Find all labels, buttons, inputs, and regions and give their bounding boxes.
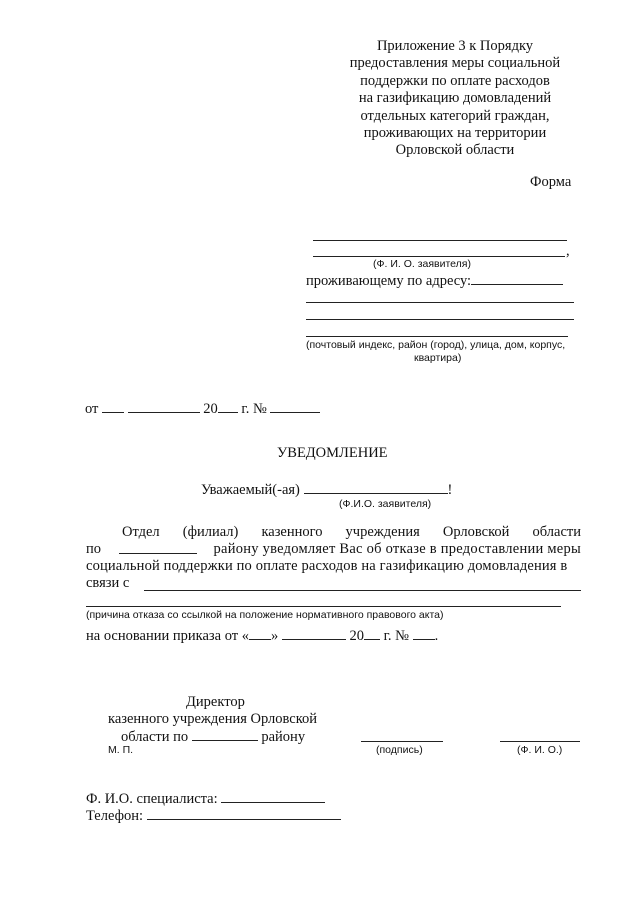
page-title: УВЕДОМЛЕНИЕ — [277, 445, 388, 461]
body-word: Орловской — [442, 524, 510, 540]
form-label: Форма — [530, 174, 572, 190]
basis-year-field[interactable] — [364, 627, 380, 640]
director-fio-caption: (Ф. И. О.) — [517, 744, 563, 756]
body-word: казенного — [261, 524, 323, 540]
salutation-caption: (Ф.И.О. заявителя) — [339, 498, 432, 510]
body-word: Отдел — [122, 524, 160, 540]
address-label-text: проживающему по адресу: — [306, 273, 472, 289]
address-caption-1: (почтовый индекс, район (город), улица, дом, корпус, — [306, 339, 566, 351]
date-year-field[interactable] — [218, 400, 238, 413]
phone-label: Телефон: — [86, 808, 144, 824]
date-line — [85, 400, 320, 418]
district-field[interactable] — [119, 541, 197, 554]
address-line-3[interactable] — [306, 319, 574, 320]
signature-field[interactable] — [361, 741, 443, 742]
body-po: по — [86, 541, 102, 557]
stamp-label: М. П. — [108, 744, 134, 756]
date-day-field[interactable] — [102, 400, 124, 413]
basis-number-label: г. № — [383, 628, 409, 644]
address-caption-2: квартира) — [414, 352, 462, 364]
date-year-prefix: 20 — [203, 401, 218, 417]
appendix-line: на газификацию домовладений — [358, 90, 552, 107]
basis-day-field[interactable] — [249, 627, 271, 640]
address-label — [306, 272, 563, 290]
appendix-line: поддержки по оплате расходов — [360, 72, 550, 89]
phone-line — [86, 807, 341, 825]
date-month-field[interactable] — [128, 400, 200, 413]
basis-line — [86, 627, 438, 645]
body-line-4-text: связи с — [86, 575, 130, 591]
body-line-2-text: району уведомляет Вас об отказе в предоставлении меры — [213, 541, 581, 557]
director-title: Директор — [186, 694, 245, 710]
applicant-fio-caption: (Ф. И. О. заявителя) — [373, 258, 471, 270]
specialist-line — [86, 790, 325, 808]
basis-quote-close: » — [270, 628, 279, 644]
body-line-2 — [86, 541, 581, 558]
director-region-prefix: области по — [121, 729, 189, 745]
appendix-line: проживающих на территории — [363, 125, 547, 142]
salutation — [201, 481, 452, 499]
salutation-text: Уважаемый(-ая) — [201, 482, 300, 498]
basis-end: . — [434, 628, 439, 644]
reason-field-2[interactable] — [86, 606, 561, 607]
appendix-line: отдельных категорий граждан, — [360, 107, 550, 124]
body-line-4 — [86, 575, 129, 592]
applicant-comma: , — [566, 243, 570, 259]
body-word: области — [532, 524, 581, 540]
body-line-3: социальной поддержки по оплате расходов на газификацию домовладения в — [86, 558, 568, 574]
basis-year-prefix: 20 — [349, 628, 364, 644]
date-number-field[interactable] — [270, 400, 320, 413]
basis-prefix: на основании приказа от « — [86, 628, 249, 644]
appendix-line: предоставления меры социальной — [349, 55, 561, 72]
address-line-2[interactable] — [306, 302, 574, 303]
date-from-label: от — [85, 401, 99, 417]
director-region-field[interactable] — [192, 728, 258, 741]
applicant-fio-line-2 — [313, 256, 565, 257]
body-line-1 — [122, 524, 581, 541]
appendix-line: Приложение 3 к Порядку — [376, 38, 534, 54]
address-line-4[interactable] — [306, 336, 568, 337]
body-word: учреждения — [345, 524, 420, 540]
salutation-exclamation: ! — [447, 482, 453, 498]
basis-number-field[interactable] — [413, 627, 435, 640]
appendix-block — [335, 38, 575, 160]
director-region — [121, 728, 305, 746]
address-field-1[interactable] — [471, 272, 563, 285]
director-org: казенного учреждения Орловской — [108, 711, 318, 727]
director-fio-field[interactable] — [500, 741, 580, 742]
applicant-fio-line-1 — [313, 240, 567, 241]
body-word: (филиал) — [182, 524, 239, 540]
reason-field-1[interactable] — [144, 590, 581, 591]
phone-field[interactable] — [147, 807, 341, 820]
appendix-line: Орловской области — [395, 142, 515, 159]
date-number-label: г. № — [241, 401, 267, 417]
reason-caption: (причина отказа со ссылкой на положение нормативного правового акта) — [86, 609, 444, 621]
specialist-label: Ф. И.О. специалиста: — [86, 791, 218, 807]
director-region-suffix: району — [261, 729, 306, 745]
basis-month-field[interactable] — [282, 627, 346, 640]
salutation-name-field[interactable] — [304, 481, 448, 494]
specialist-fio-field[interactable] — [221, 790, 325, 803]
signature-caption: (подпись) — [376, 744, 423, 756]
